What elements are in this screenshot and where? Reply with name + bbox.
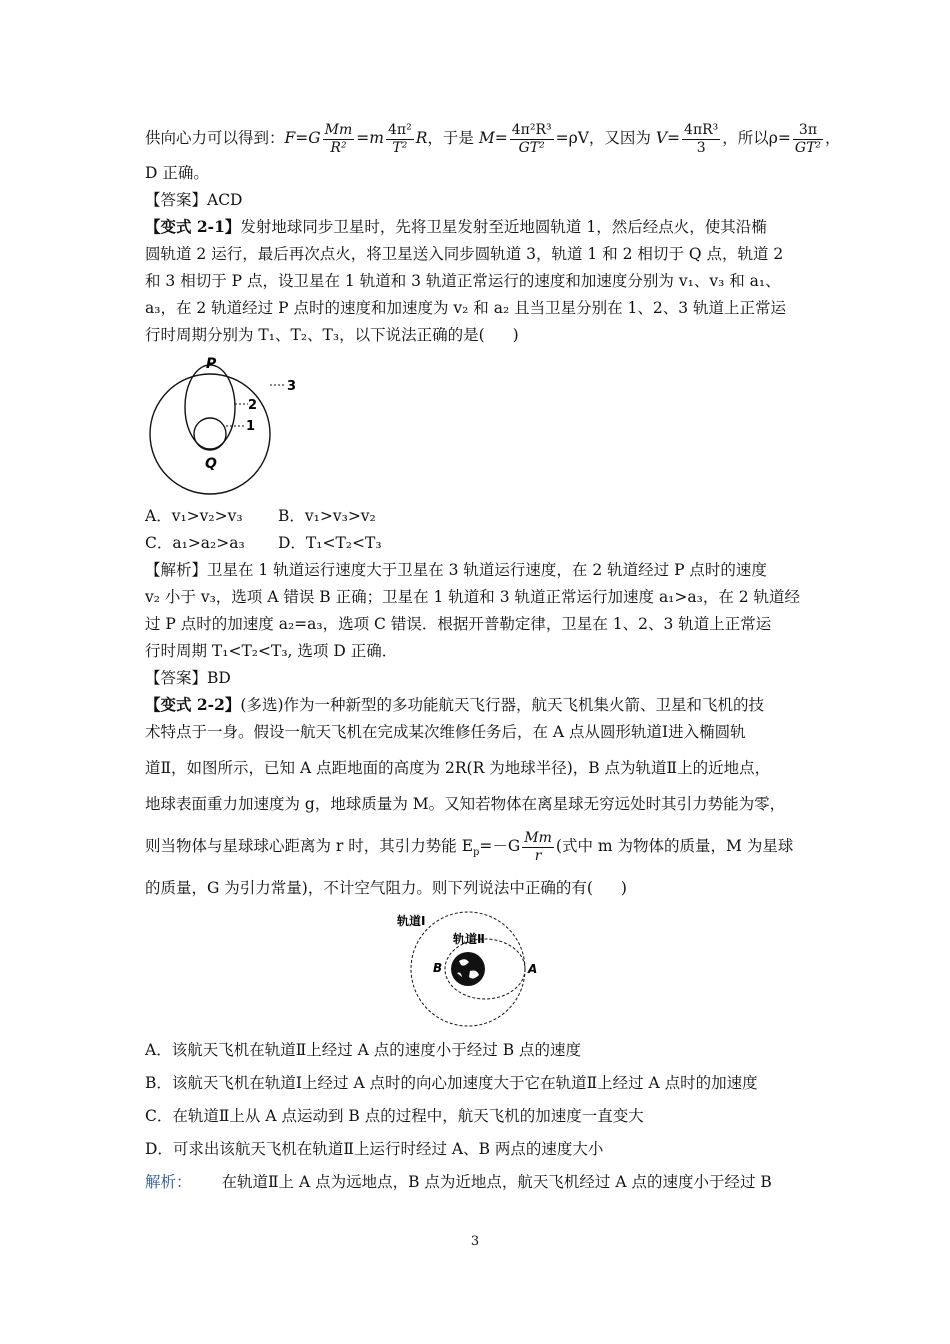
symbol-V: V [655, 129, 668, 147]
answer-bd: 【答案】BD [145, 669, 231, 687]
label-orbit-1: 1 [246, 419, 256, 434]
fraction-4pi2-T2 [386, 122, 414, 157]
formula-line [145, 118, 841, 158]
variant-2-2-line4: 地球表面重力加速度为 g，地球质量为 M。又知若物体在离星球无穷远处时其引力势能为零， [145, 795, 786, 813]
answer-acd: 【答案】ACD [145, 191, 243, 209]
variant-tag: 【变式 2-1】 [145, 217, 241, 236]
frac-den: r [534, 847, 542, 864]
label-B: B [433, 961, 443, 975]
subscript-p: p [473, 847, 480, 859]
frac-den: 3 [696, 139, 706, 156]
fraction-3pi-GT2 [793, 122, 823, 157]
question-text: 行时周期分别为 T₁、T₂、T₃，以下说法正确的是( [145, 326, 485, 344]
option-row-2 [145, 533, 382, 553]
fraction-4pi2R3-GT2 [510, 122, 554, 157]
variant-2-1-line2: 圆轨道 2 运行，最后再次点火，将卫星送入同步圆轨道 3，轨道 1 和 2 相切于 Q 点，轨道 2 [145, 245, 784, 263]
analysis-1-line3: 过 P 点时的加速度 a₂=a₃，选项 C 错误．根据开普勒定律，卫星在 1、2、3 轨道上正常运 [145, 615, 772, 633]
energy-text: 则当物体与星球球心距离为 r 时，其引力势能 E [145, 837, 474, 855]
frac-num: 4π² [388, 121, 412, 138]
variant-tag: 【变式 2-2】 [145, 695, 241, 714]
frac-num: Mm [524, 829, 552, 846]
variant-2-2-line2: 术特点于一身。假设一航天飞机在完成某次维修任务后，在 A 点从圆形轨道Ⅰ进入椭圆轨 [145, 723, 746, 741]
analysis-text: 在轨道Ⅱ上 A 点为远地点，B 点为近地点，航天飞机经过 A 点的速度小于经过 B [221, 1173, 772, 1191]
frac-den: GT² [794, 139, 822, 156]
fraction-4piR3-3 [682, 122, 720, 157]
variant-2-1-line3: 和 3 相切于 P 点，设卫星在 1 轨道和 3 轨道正常运行的速度和加速度分别为 v₁、v₃ 和 a₁、 [145, 272, 781, 290]
symbol-F: F [284, 129, 296, 147]
analysis-1-line1: 【解析】卫星在 1 轨道运行速度大于卫星在 3 轨道运行速度，在 2 轨道经过 P 点时的速度 [145, 561, 767, 579]
earth-icon [451, 952, 485, 986]
symbol-M: M [478, 129, 495, 147]
label-P: P [206, 356, 217, 372]
option-a: A．v₁>v₂>v₃ [145, 507, 243, 525]
frac-num: 4πR³ [684, 121, 719, 138]
equals: = [356, 129, 370, 147]
option-2-a: A．该航天飞机在轨道Ⅱ上经过 A 点的速度小于经过 B 点的速度 [145, 1041, 582, 1059]
fraction-Mm-r [522, 830, 554, 865]
variant-2-2-line5 [145, 826, 793, 866]
text-rhoV: =ρV [555, 129, 589, 147]
label-orbit-3: 3 [287, 379, 297, 394]
label-orbit-II: 轨道Ⅱ [453, 932, 485, 946]
orbit-figure-1 [140, 352, 300, 497]
frac-den: GT² [518, 139, 545, 156]
label-Q: Q [205, 456, 217, 472]
frac-den: T² [392, 139, 408, 156]
analysis-1-line2: v₂ 小于 v₃，选项 A 错误 B 正确；卫星在 1 轨道和 3 轨道正常运行加速度 a₁>a₃，在 2 轨道经 [145, 588, 801, 606]
frac-den: R² [330, 139, 347, 156]
frac-num: Mm [324, 121, 353, 138]
orbit-1-circle [194, 418, 226, 450]
conclusion-line: D 正确。 [145, 164, 209, 182]
variant-2-2-line3: 道Ⅱ，如图所示，已知 A 点距地面的高度为 2R(R 为地球半径)，B 点为轨道Ⅱ上的近地点， [145, 759, 771, 777]
variant-2-2-line1 [145, 695, 764, 715]
option-2-c: C．在轨道Ⅱ上从 A 点运动到 B 点的过程中，航天飞机的加速度一直变大 [145, 1107, 644, 1125]
equals: = [295, 129, 309, 147]
energy-eq: =－G [479, 837, 521, 855]
label-orbit-I: 轨道Ⅰ [397, 914, 426, 928]
variant-2-2-line6 [145, 878, 627, 898]
option-b: B．v₁>v₃>v₂ [278, 507, 376, 525]
page-number: 3 [470, 1234, 480, 1249]
analysis-label: 解析： [145, 1173, 192, 1191]
equals: = [667, 129, 681, 147]
variant-text: 发射地球同步卫星时，先将卫星发射至近地圆轨道 1，然后经点火，使其沿椭 [240, 218, 767, 236]
energy-note: (式中 m 为物体的质量，M 为星球 [555, 837, 794, 855]
close-paren: ) [620, 879, 627, 897]
fraction-Mm-R2 [323, 122, 355, 157]
text-end: ， [825, 129, 841, 147]
symbol-G: G [308, 129, 321, 147]
formula-intro: 供向心力可以得到： [145, 129, 285, 147]
variant-2-1-line5 [145, 325, 519, 345]
orbit-2-ellipse [185, 365, 235, 449]
question-text: 的质量，G 为引力常量)，不计空气阻力。则下列说法中正确的有( [145, 879, 593, 897]
option-d: D．T₁<T₂<T₃ [278, 534, 382, 552]
frac-num: 4π²R³ [511, 121, 552, 138]
symbol-R: R [415, 129, 428, 147]
label-orbit-2: 2 [248, 398, 258, 413]
label-A: A [528, 962, 538, 976]
variant-2-1-line1 [145, 217, 767, 237]
option-2-d: D．可求出该航天飞机在轨道Ⅱ上运行时经过 A、B 两点的速度大小 [145, 1140, 604, 1158]
text-therefore: ，所以ρ= [722, 129, 791, 147]
orbit-figure-2 [395, 905, 545, 1030]
analysis-2-line1 [145, 1172, 772, 1192]
frac-num: 3π [793, 122, 823, 140]
equals: = [494, 129, 508, 147]
analysis-1-line4: 行时周期 T₁<T₂<T₃, 选项 D 正确． [145, 642, 398, 660]
orbit-3-circle [150, 374, 270, 494]
variant-text: (多选)作为一种新型的多功能航天飞行器，航天飞机集火箭、卫星和飞机的技 [240, 696, 765, 714]
text-so: ，于是 [427, 129, 479, 147]
text-also: ，又因为 [588, 129, 656, 147]
option-2-b: B．该航天飞机在轨道Ⅰ上经过 A 点时的向心加速度大于它在轨道Ⅱ上经过 A 点时的加速度 [145, 1074, 758, 1092]
option-row-1 [145, 506, 376, 526]
variant-2-1-line4: a₃，在 2 轨道经过 P 点时的速度和加速度为 v₂ 和 a₂ 且当卫星分别在 1、2、3 轨道上正常运 [145, 299, 787, 317]
close-paren: ) [512, 326, 519, 344]
option-c: C．a₁>a₂>a₃ [145, 534, 245, 552]
symbol-m: m [369, 129, 384, 147]
